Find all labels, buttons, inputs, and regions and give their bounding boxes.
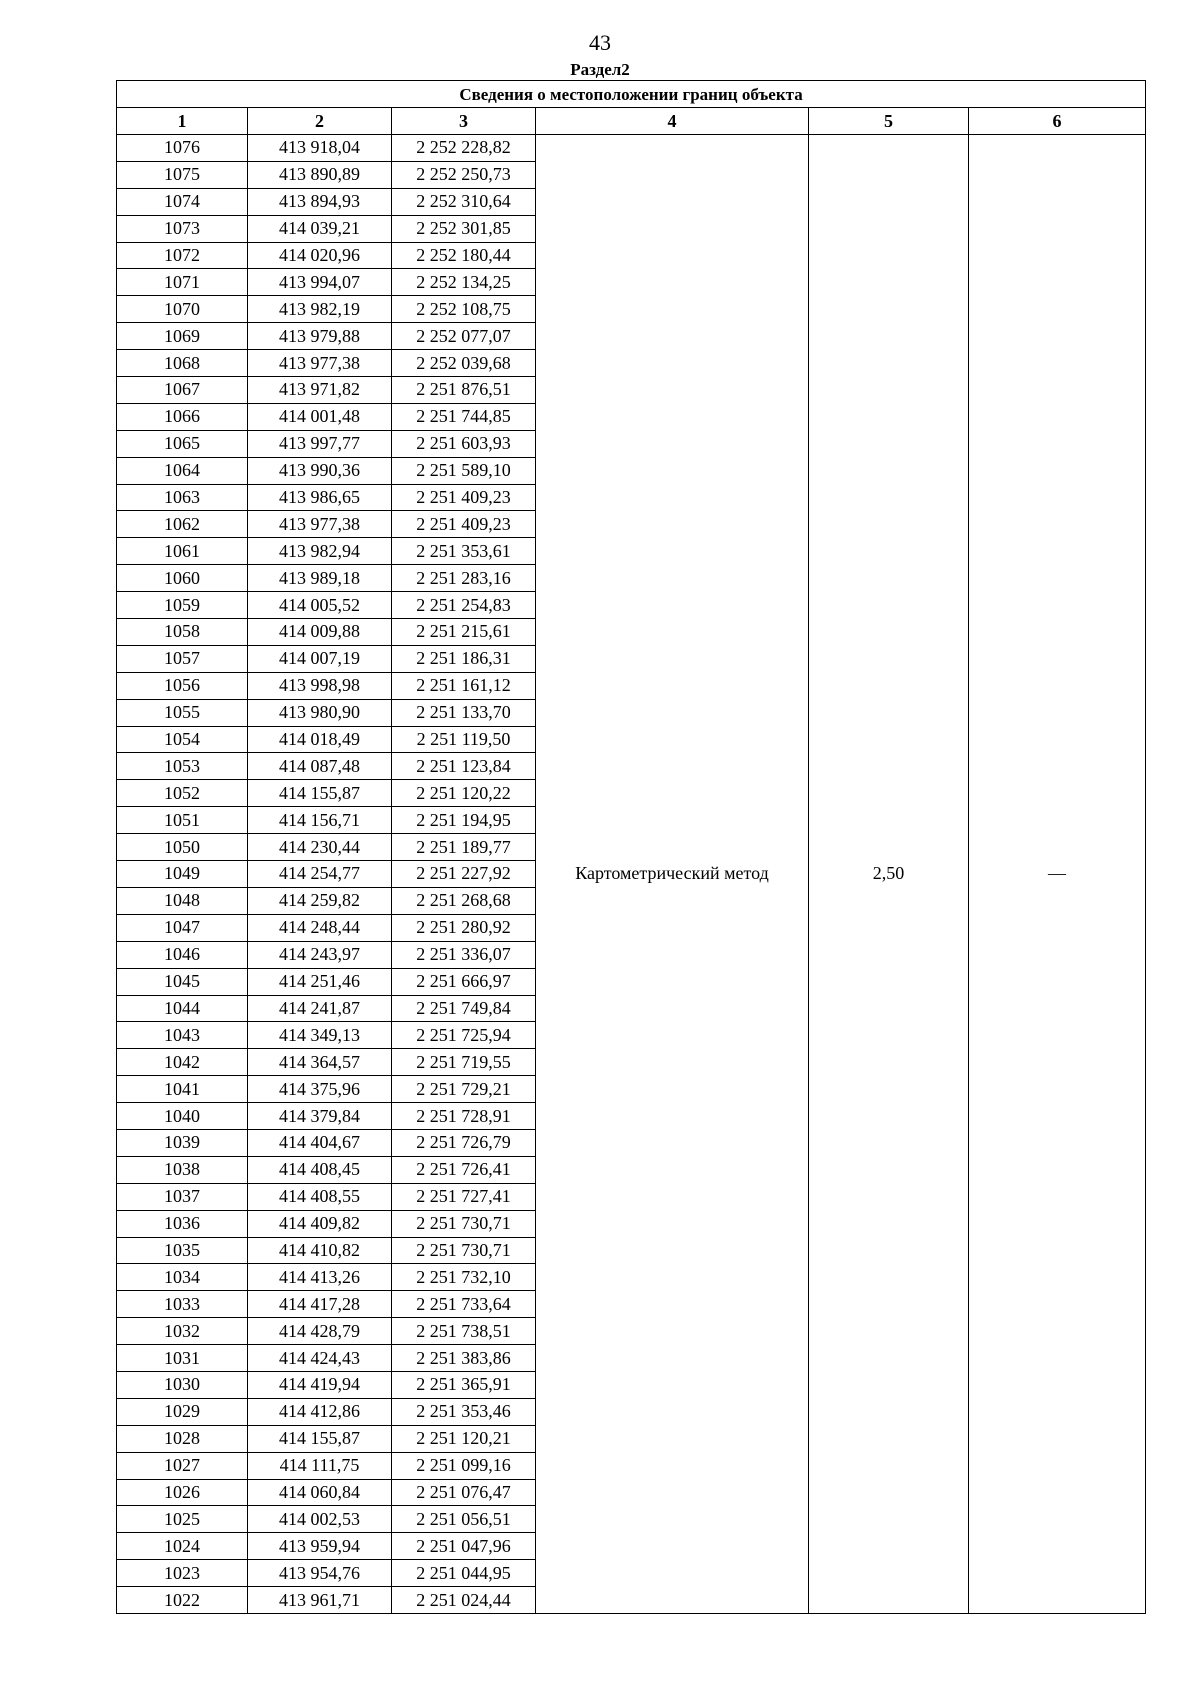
x-coordinate-cell: 414 002,53 (248, 1506, 392, 1533)
x-coordinate-cell: 413 982,94 (248, 538, 392, 565)
x-coordinate-cell: 413 890,89 (248, 161, 392, 188)
x-coordinate-cell: 414 009,88 (248, 619, 392, 646)
y-coordinate-cell: 2 252 077,07 (392, 323, 536, 350)
point-number-cell: 1053 (117, 753, 248, 780)
point-number-cell: 1056 (117, 672, 248, 699)
point-number-cell: 1067 (117, 377, 248, 404)
y-coordinate-cell: 2 251 728,91 (392, 1103, 536, 1130)
x-coordinate-cell: 414 404,67 (248, 1129, 392, 1156)
x-coordinate-cell: 413 982,19 (248, 296, 392, 323)
y-coordinate-cell: 2 252 228,82 (392, 135, 536, 162)
x-coordinate-cell: 413 977,38 (248, 511, 392, 538)
point-number-cell: 1036 (117, 1210, 248, 1237)
x-coordinate-cell: 414 087,48 (248, 753, 392, 780)
y-coordinate-cell: 2 251 186,31 (392, 645, 536, 672)
x-coordinate-cell: 413 994,07 (248, 269, 392, 296)
y-coordinate-cell: 2 251 044,95 (392, 1560, 536, 1587)
y-coordinate-cell: 2 251 589,10 (392, 457, 536, 484)
y-coordinate-cell: 2 251 726,41 (392, 1156, 536, 1183)
x-coordinate-cell: 414 417,28 (248, 1291, 392, 1318)
x-coordinate-cell: 413 961,71 (248, 1587, 392, 1614)
point-number-cell: 1024 (117, 1533, 248, 1560)
table-body (117, 135, 1146, 1614)
y-coordinate-cell: 2 251 744,85 (392, 403, 536, 430)
point-number-cell: 1035 (117, 1237, 248, 1264)
y-coordinate-cell: 2 251 409,23 (392, 484, 536, 511)
y-coordinate-cell: 2 252 134,25 (392, 269, 536, 296)
point-number-cell: 1052 (117, 780, 248, 807)
point-number-cell: 1055 (117, 699, 248, 726)
point-number-cell: 1043 (117, 1022, 248, 1049)
point-number-cell: 1022 (117, 1587, 248, 1614)
y-coordinate-cell: 2 251 120,21 (392, 1425, 536, 1452)
y-coordinate-cell: 2 251 268,68 (392, 887, 536, 914)
x-coordinate-cell: 413 918,04 (248, 135, 392, 162)
point-number-cell: 1037 (117, 1183, 248, 1210)
boundary-coordinates-table (116, 80, 1146, 1614)
x-coordinate-cell: 414 018,49 (248, 726, 392, 753)
x-coordinate-cell: 413 998,98 (248, 672, 392, 699)
point-number-cell: 1072 (117, 242, 248, 269)
x-coordinate-cell: 414 259,82 (248, 887, 392, 914)
x-coordinate-cell: 413 990,36 (248, 457, 392, 484)
x-coordinate-cell: 414 375,96 (248, 1076, 392, 1103)
x-coordinate-cell: 413 997,77 (248, 430, 392, 457)
y-coordinate-cell: 2 252 301,85 (392, 215, 536, 242)
point-number-cell: 1070 (117, 296, 248, 323)
y-coordinate-cell: 2 251 099,16 (392, 1452, 536, 1479)
x-coordinate-cell: 413 971,82 (248, 377, 392, 404)
column-header-1: 1 (117, 108, 248, 135)
y-coordinate-cell: 2 251 227,92 (392, 861, 536, 888)
x-coordinate-cell: 414 251,46 (248, 968, 392, 995)
x-coordinate-cell: 414 349,13 (248, 1022, 392, 1049)
x-coordinate-cell: 413 894,93 (248, 188, 392, 215)
y-coordinate-cell: 2 251 194,95 (392, 807, 536, 834)
accuracy-cell: 2,50 (809, 135, 969, 1614)
x-coordinate-cell: 414 379,84 (248, 1103, 392, 1130)
y-coordinate-cell: 2 251 215,61 (392, 619, 536, 646)
x-coordinate-cell: 413 980,90 (248, 699, 392, 726)
x-coordinate-cell: 413 979,88 (248, 323, 392, 350)
y-coordinate-cell: 2 251 189,77 (392, 834, 536, 861)
y-coordinate-cell: 2 251 732,10 (392, 1264, 536, 1291)
point-number-cell: 1049 (117, 861, 248, 888)
y-coordinate-cell: 2 251 409,23 (392, 511, 536, 538)
point-number-cell: 1061 (117, 538, 248, 565)
y-coordinate-cell: 2 251 353,46 (392, 1398, 536, 1425)
y-coordinate-cell: 2 251 353,61 (392, 538, 536, 565)
x-coordinate-cell: 414 007,19 (248, 645, 392, 672)
y-coordinate-cell: 2 251 336,07 (392, 941, 536, 968)
point-number-cell: 1032 (117, 1318, 248, 1345)
x-coordinate-cell: 414 248,44 (248, 914, 392, 941)
y-coordinate-cell: 2 251 056,51 (392, 1506, 536, 1533)
point-number-cell: 1064 (117, 457, 248, 484)
y-coordinate-cell: 2 251 666,97 (392, 968, 536, 995)
point-number-cell: 1073 (117, 215, 248, 242)
column-header-2: 2 (248, 108, 392, 135)
y-coordinate-cell: 2 251 119,50 (392, 726, 536, 753)
point-number-cell: 1051 (117, 807, 248, 834)
x-coordinate-cell: 414 005,52 (248, 592, 392, 619)
x-coordinate-cell: 414 243,97 (248, 941, 392, 968)
x-coordinate-cell: 414 364,57 (248, 1049, 392, 1076)
column-header-5: 5 (809, 108, 969, 135)
x-coordinate-cell: 414 410,82 (248, 1237, 392, 1264)
y-coordinate-cell: 2 251 730,71 (392, 1210, 536, 1237)
point-number-cell: 1033 (117, 1291, 248, 1318)
y-coordinate-cell: 2 251 280,92 (392, 914, 536, 941)
point-number-cell: 1048 (117, 887, 248, 914)
section-title: Раздел2 (570, 60, 630, 79)
x-coordinate-cell: 414 419,94 (248, 1371, 392, 1398)
y-coordinate-cell: 2 251 365,91 (392, 1371, 536, 1398)
y-coordinate-cell: 2 251 726,79 (392, 1129, 536, 1156)
method-cell: Картометрический метод (536, 135, 809, 1614)
y-coordinate-cell: 2 251 876,51 (392, 377, 536, 404)
table-row (117, 135, 1146, 162)
x-coordinate-cell: 414 428,79 (248, 1318, 392, 1345)
y-coordinate-cell: 2 251 024,44 (392, 1587, 536, 1614)
x-coordinate-cell: 414 241,87 (248, 995, 392, 1022)
point-number-cell: 1075 (117, 161, 248, 188)
y-coordinate-cell: 2 251 738,51 (392, 1318, 536, 1345)
point-number-cell: 1062 (117, 511, 248, 538)
point-number-cell: 1060 (117, 565, 248, 592)
point-number-cell: 1025 (117, 1506, 248, 1533)
x-coordinate-cell: 414 230,44 (248, 834, 392, 861)
point-number-cell: 1069 (117, 323, 248, 350)
x-coordinate-cell: 414 020,96 (248, 242, 392, 269)
x-coordinate-cell: 414 001,48 (248, 403, 392, 430)
point-number-cell: 1066 (117, 403, 248, 430)
x-coordinate-cell: 413 977,38 (248, 350, 392, 377)
y-coordinate-cell: 2 251 254,83 (392, 592, 536, 619)
point-number-cell: 1047 (117, 914, 248, 941)
point-number-cell: 1028 (117, 1425, 248, 1452)
y-coordinate-cell: 2 251 727,41 (392, 1183, 536, 1210)
point-number-cell: 1038 (117, 1156, 248, 1183)
point-number-cell: 1030 (117, 1371, 248, 1398)
y-coordinate-cell: 2 251 076,47 (392, 1479, 536, 1506)
point-number-cell: 1057 (117, 645, 248, 672)
point-number-cell: 1044 (117, 995, 248, 1022)
x-coordinate-cell: 413 954,76 (248, 1560, 392, 1587)
point-number-cell: 1058 (117, 619, 248, 646)
y-coordinate-cell: 2 251 383,86 (392, 1345, 536, 1372)
x-coordinate-cell: 414 156,71 (248, 807, 392, 834)
y-coordinate-cell: 2 252 310,64 (392, 188, 536, 215)
point-number-cell: 1031 (117, 1345, 248, 1372)
x-coordinate-cell: 414 039,21 (248, 215, 392, 242)
y-coordinate-cell: 2 251 603,93 (392, 430, 536, 457)
point-number-cell: 1023 (117, 1560, 248, 1587)
y-coordinate-cell: 2 251 161,12 (392, 672, 536, 699)
point-number-cell: 1068 (117, 350, 248, 377)
column-header-3: 3 (392, 108, 536, 135)
description-cell: — (969, 135, 1146, 1614)
x-coordinate-cell: 413 989,18 (248, 565, 392, 592)
y-coordinate-cell: 2 252 108,75 (392, 296, 536, 323)
point-number-cell: 1026 (117, 1479, 248, 1506)
y-coordinate-cell: 2 251 725,94 (392, 1022, 536, 1049)
x-coordinate-cell: 414 254,77 (248, 861, 392, 888)
point-number-cell: 1046 (117, 941, 248, 968)
x-coordinate-cell: 414 412,86 (248, 1398, 392, 1425)
point-number-cell: 1071 (117, 269, 248, 296)
point-number-cell: 1074 (117, 188, 248, 215)
y-coordinate-cell: 2 251 133,70 (392, 699, 536, 726)
x-coordinate-cell: 414 408,55 (248, 1183, 392, 1210)
point-number-cell: 1054 (117, 726, 248, 753)
y-coordinate-cell: 2 251 123,84 (392, 753, 536, 780)
y-coordinate-cell: 2 251 729,21 (392, 1076, 536, 1103)
point-number-cell: 1034 (117, 1264, 248, 1291)
point-number-cell: 1040 (117, 1103, 248, 1130)
point-number-cell: 1045 (117, 968, 248, 995)
point-number-cell: 1042 (117, 1049, 248, 1076)
table-caption: Сведения о местоположении границ объекта (117, 81, 1146, 108)
point-number-cell: 1065 (117, 430, 248, 457)
point-number-cell: 1039 (117, 1129, 248, 1156)
y-coordinate-cell: 2 252 180,44 (392, 242, 536, 269)
x-coordinate-cell: 414 060,84 (248, 1479, 392, 1506)
y-coordinate-cell: 2 251 749,84 (392, 995, 536, 1022)
y-coordinate-cell: 2 251 047,96 (392, 1533, 536, 1560)
point-number-cell: 1027 (117, 1452, 248, 1479)
y-coordinate-cell: 2 252 039,68 (392, 350, 536, 377)
point-number-cell: 1050 (117, 834, 248, 861)
x-coordinate-cell: 414 111,75 (248, 1452, 392, 1479)
y-coordinate-cell: 2 251 730,71 (392, 1237, 536, 1264)
y-coordinate-cell: 2 251 120,22 (392, 780, 536, 807)
x-coordinate-cell: 414 424,43 (248, 1345, 392, 1372)
x-coordinate-cell: 413 959,94 (248, 1533, 392, 1560)
page-number: 43 (589, 30, 611, 55)
point-number-cell: 1029 (117, 1398, 248, 1425)
x-coordinate-cell: 414 155,87 (248, 780, 392, 807)
column-header-6: 6 (969, 108, 1146, 135)
point-number-cell: 1076 (117, 135, 248, 162)
x-coordinate-cell: 414 408,45 (248, 1156, 392, 1183)
y-coordinate-cell: 2 251 733,64 (392, 1291, 536, 1318)
x-coordinate-cell: 413 986,65 (248, 484, 392, 511)
y-coordinate-cell: 2 251 283,16 (392, 565, 536, 592)
y-coordinate-cell: 2 252 250,73 (392, 161, 536, 188)
point-number-cell: 1059 (117, 592, 248, 619)
point-number-cell: 1041 (117, 1076, 248, 1103)
y-coordinate-cell: 2 251 719,55 (392, 1049, 536, 1076)
x-coordinate-cell: 414 409,82 (248, 1210, 392, 1237)
column-header-4: 4 (536, 108, 809, 135)
point-number-cell: 1063 (117, 484, 248, 511)
x-coordinate-cell: 414 413,26 (248, 1264, 392, 1291)
x-coordinate-cell: 414 155,87 (248, 1425, 392, 1452)
